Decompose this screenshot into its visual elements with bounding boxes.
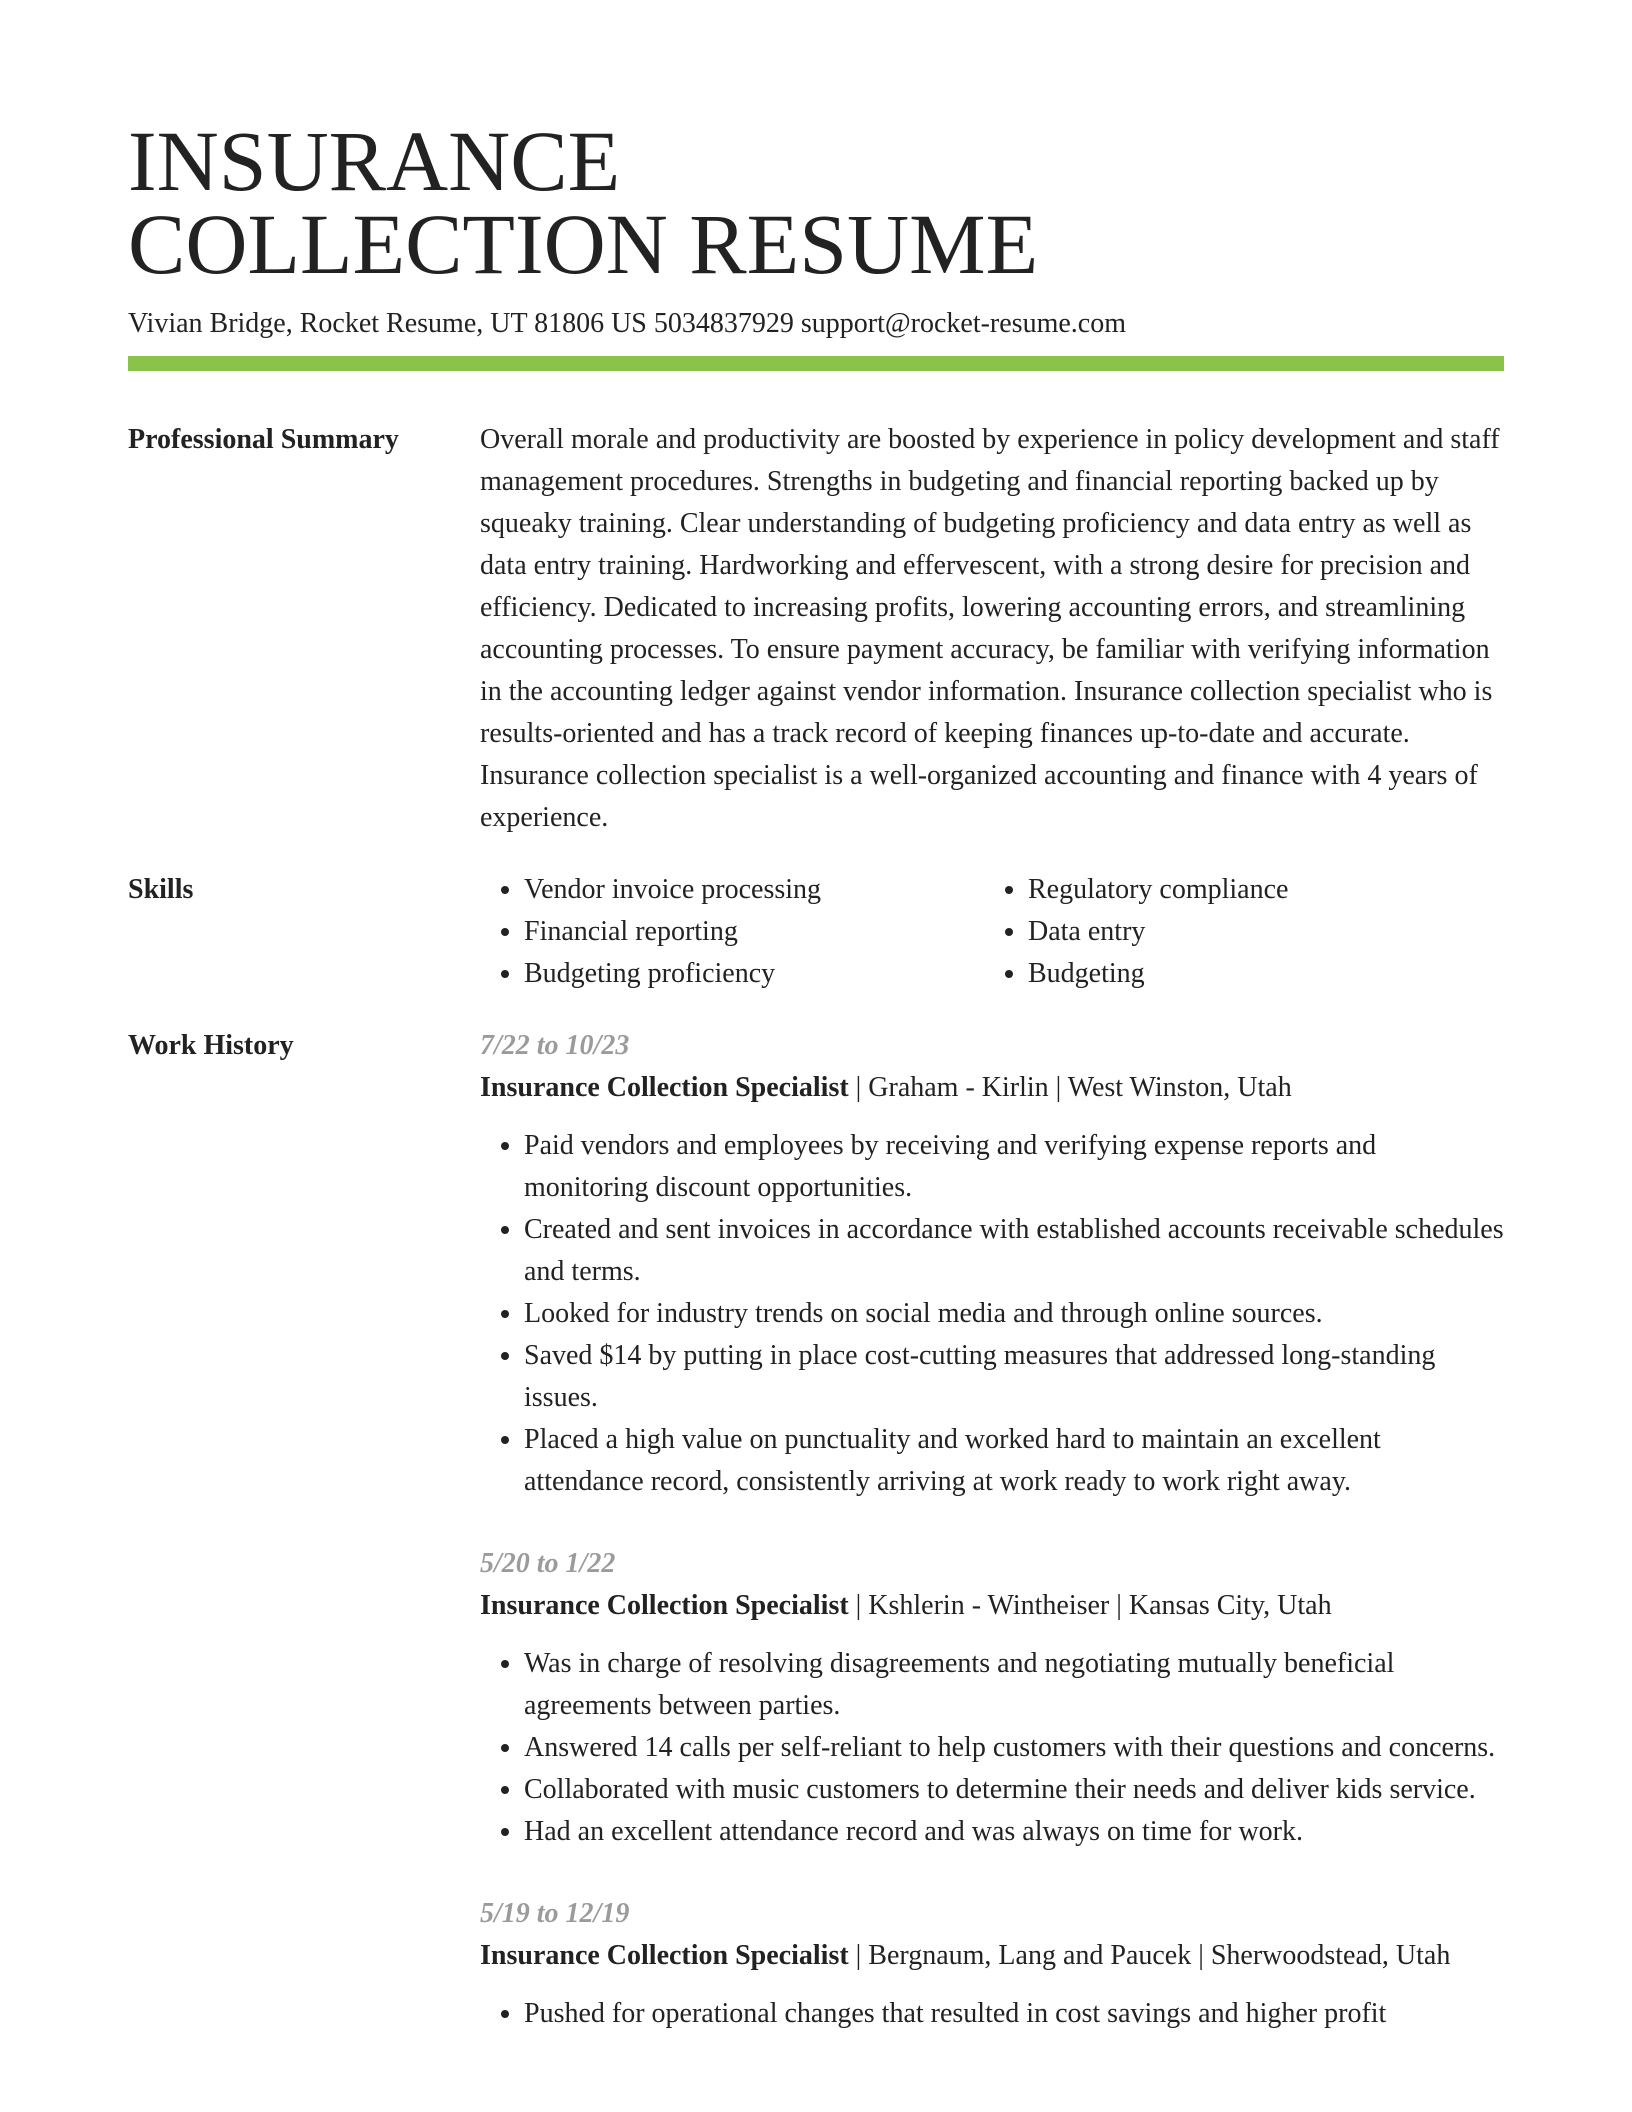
resume-title: [128, 113, 1504, 292]
job-bullet: • Paid vendors and employees by receiving and verifying expense reports and monitoring discount opportunities.: [524, 1125, 1504, 1209]
skill-item: • Budgeting proficiency: [524, 953, 984, 995]
job-entry: [480, 1543, 1504, 1853]
job-bullet: • Answered 14 calls per self-reliant to help customers with their questions and concerns.: [524, 1727, 1504, 1769]
work-history-section: [128, 1025, 1504, 2075]
job-title: Insurance Collection Specialist: [480, 1940, 849, 1971]
summary-text: Overall morale and productivity are boosted by experience in policy development and staff management procedures. Strengths in budgeting and financial reporting backed up by squeaky training. Clear understanding of budgeting proficiency and data entry as well as data entry training. Hardworking and effervescent, with a strong desire for precision and efficiency. Dedicated to increasing profits, lowering accounting errors, and streamlining accounting processes. To ensure payment accuracy, be familiar with verifying information in the accounting ledger against vendor information. Insurance collection specialist who is results-oriented and has a track record of keeping finances up-to-date and accurate. Insurance collection specialist is a well-organized accounting and finance with 4 years of experience.: [480, 424, 1500, 833]
skills-grid: [480, 869, 1504, 995]
skill-item: • Vendor invoice processing: [524, 869, 984, 911]
job-bullet: • Created and sent invoices in accordance with established accounts receivable schedules and terms.: [524, 1209, 1504, 1293]
section-label-skills: Skills: [128, 874, 194, 905]
job-entry: [480, 1893, 1504, 2035]
skills-list-left: [480, 869, 984, 995]
skill-item: • Budgeting: [1028, 953, 1488, 995]
job-bullets: [480, 1993, 1504, 2035]
job-heading: [480, 1585, 1504, 1627]
job-employer-location: | Graham - Kirlin | West Winston, Utah: [848, 1072, 1292, 1103]
job-bullet: • Had an excellent attendance record and was always on time for work.: [524, 1811, 1504, 1853]
resume-page: [128, 113, 1504, 2075]
job-dates: 7/22 to 10/23: [480, 1030, 630, 1061]
accent-divider: [128, 356, 1504, 371]
job-bullet: • Looked for industry trends on social media and through online sources.: [524, 1293, 1504, 1335]
professional-summary-section: [128, 419, 1504, 839]
contact-line: Vivian Bridge, Rocket Resume, UT 81806 US 5034837929 support@rocket-resume.com: [128, 308, 1126, 339]
skill-item: • Data entry: [1028, 911, 1488, 953]
job-title: Insurance Collection Specialist: [480, 1072, 849, 1103]
job-bullet: • Collaborated with music customers to determine their needs and deliver kids service.: [524, 1769, 1504, 1811]
skills-section: [128, 869, 1504, 995]
job-bullets: [480, 1125, 1504, 1503]
title-line-2: COLLECTION RESUME: [128, 196, 1039, 292]
job-dates: 5/20 to 1/22: [480, 1548, 616, 1579]
job-entry: [480, 1025, 1504, 1503]
skill-item: • Regulatory compliance: [1028, 869, 1488, 911]
job-bullet: • Was in charge of resolving disagreements and negotiating mutually beneficial agreements between parties.: [524, 1643, 1504, 1727]
job-bullets: [480, 1643, 1504, 1853]
job-employer-location: | Kshlerin - Wintheiser | Kansas City, Utah: [848, 1590, 1332, 1621]
work-history-body: [480, 1025, 1504, 2075]
job-heading: [480, 1067, 1504, 1109]
skill-item: • Financial reporting: [524, 911, 984, 953]
section-label-summary: Professional Summary: [128, 424, 399, 455]
skills-list-right: [984, 869, 1488, 995]
job-dates: 5/19 to 12/19: [480, 1898, 630, 1929]
job-employer-location: | Bergnaum, Lang and Paucek | Sherwoodstead, Utah: [848, 1940, 1451, 1971]
title-line-1: INSURANCE: [128, 113, 621, 209]
job-title: Insurance Collection Specialist: [480, 1590, 849, 1621]
summary-body: [480, 419, 1504, 839]
job-bullet: • Pushed for operational changes that resulted in cost savings and higher profit: [524, 1993, 1504, 2035]
job-bullet: • Saved $14 by putting in place cost-cutting measures that addressed long-standing issues.: [524, 1335, 1504, 1419]
job-heading: [480, 1935, 1504, 1977]
job-bullet: • Placed a high value on punctuality and worked hard to maintain an excellent attendance record, consistently arriving at work ready to work right away.: [524, 1419, 1504, 1503]
section-label-work: Work History: [128, 1030, 294, 1061]
